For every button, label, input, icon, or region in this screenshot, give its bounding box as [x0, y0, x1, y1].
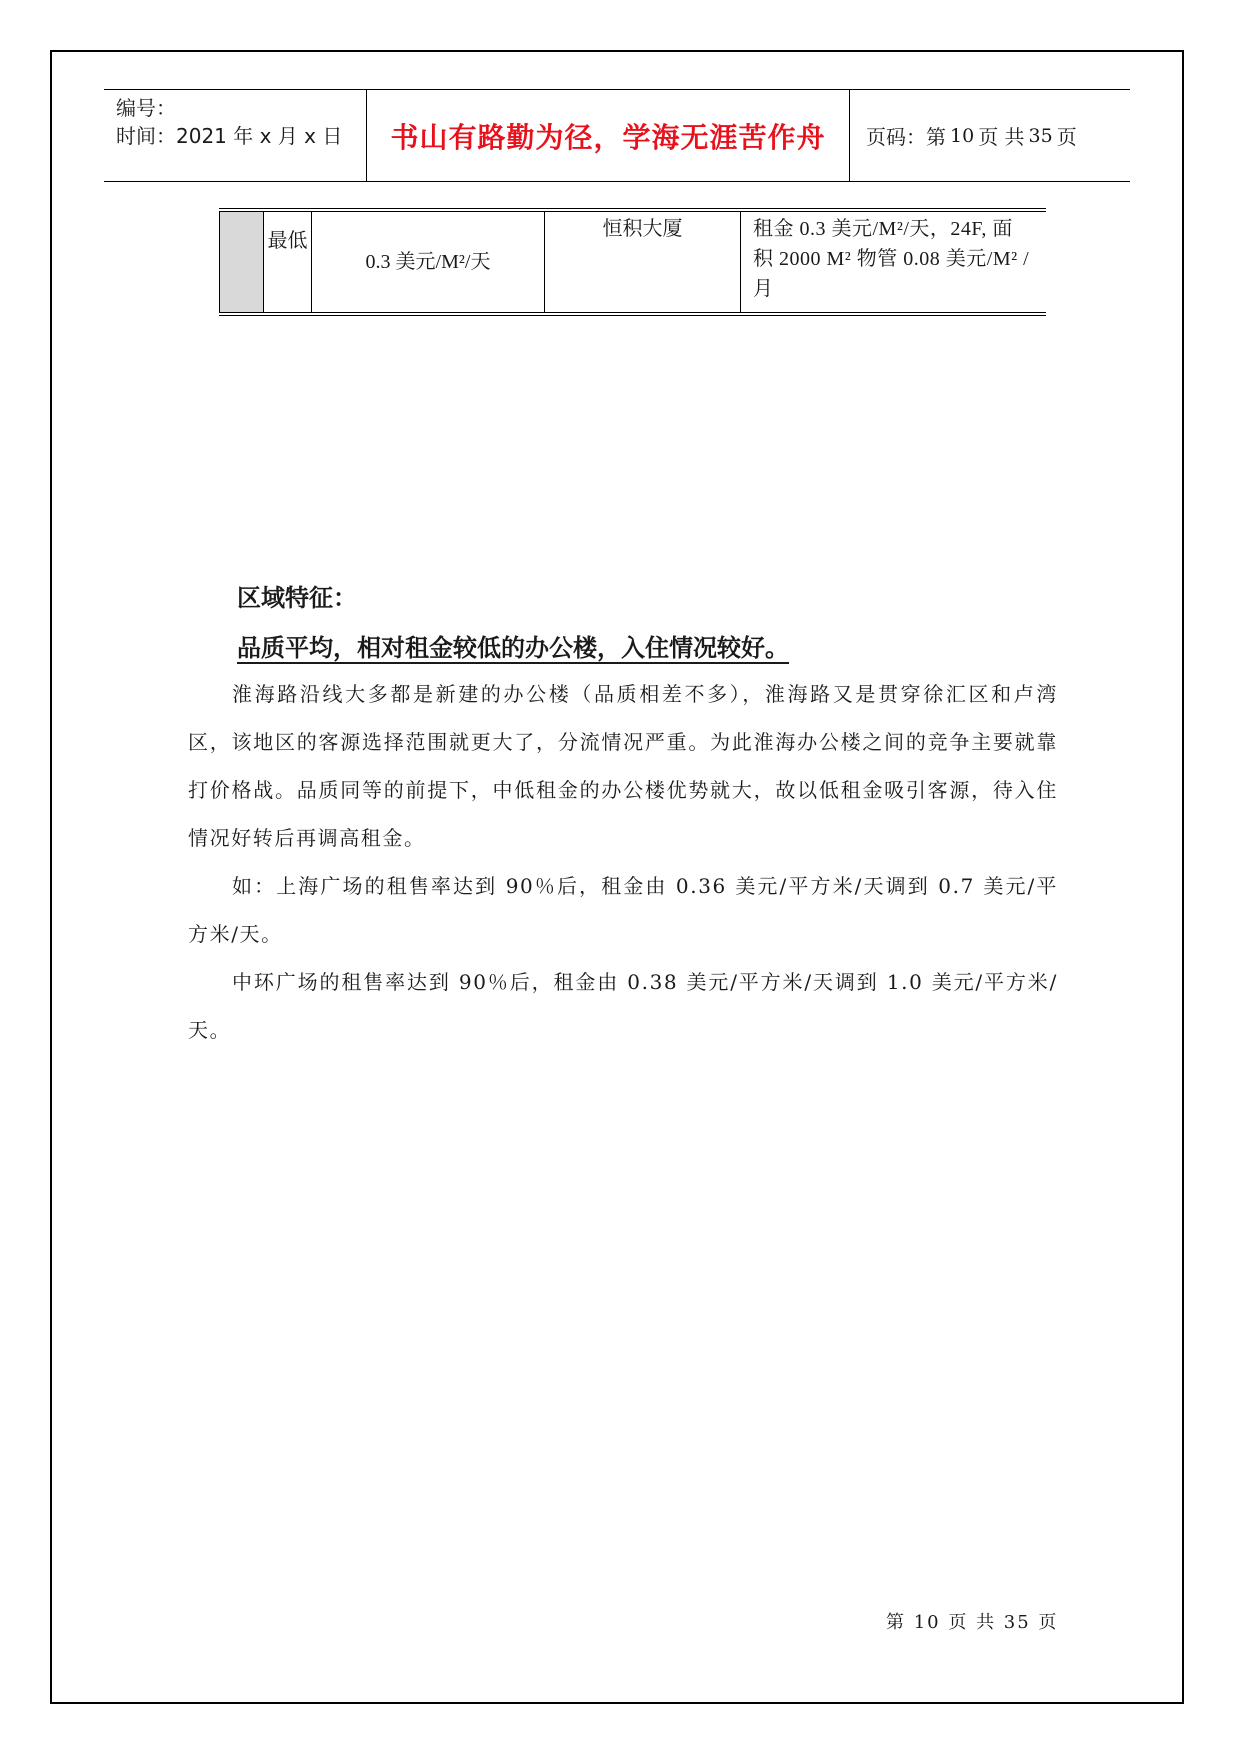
page-current: 10 — [950, 124, 975, 147]
document-number: 编号： — [116, 96, 176, 120]
page-footer: 第 10 页 共 35 页 — [886, 1612, 1059, 1633]
body-paragraph: 中环广场的租售率达到 90％后，租金由 0.38 美元/平方米/天调到 1.0 美元/平方米/天。 — [188, 970, 1058, 1042]
table-row-label: 最低 — [264, 212, 312, 312]
header-meta — [116, 94, 366, 150]
rent-value: 0.3 美元/M²/天 — [365, 251, 491, 273]
note-line: 月 — [753, 278, 774, 300]
body-paragraph: 淮海路沿线大多都是新建的办公楼（品质相差不多），淮海路又是贯穿徐汇区和卢湾区，该地区的客源选择范围就更大了，分流情况严重。为此淮海办公楼之间的竞争主要就靠打价格战。品质同等的前提下，中低租金的办公楼优势就大，故以低租金吸引客源，待入住情况好转后再调高租金。 — [188, 682, 1058, 850]
body-paragraph: 如：上海广场的租售率达到 90％后，租金由 0.36 美元/平方米/天调到 0.7 美元/平方米/天。 — [188, 874, 1058, 946]
page-mid: 页 共 — [978, 125, 1025, 149]
table-shaded-cell — [220, 212, 264, 312]
header-page-number — [850, 90, 1130, 181]
table-rent-cell — [312, 212, 545, 312]
note-line: 积 2000 M² 物管 0.08 美元/M² / — [753, 248, 1030, 270]
rent-table — [219, 208, 1046, 316]
page-suffix: 页 — [1056, 125, 1077, 149]
table-building-cell: 恒积大厦 — [545, 212, 741, 312]
document-date: 时间：2021 年 x 月 x 日 — [116, 124, 343, 148]
page-total: 35 — [1028, 124, 1053, 147]
table-note-cell — [741, 212, 1047, 312]
section-title: 区域特征： — [237, 584, 357, 612]
page-prefix: 页码：第 — [866, 125, 946, 149]
note-line: 租金 0.3 美元/M²/天，24F, 面 — [753, 218, 1013, 240]
header-motto: 书山有路勤为径，学海无涯苦作舟 — [390, 120, 826, 154]
table-row — [220, 212, 1047, 312]
section-subtitle: 品质平均，相对租金较低的办公楼，入住情况较好。 — [237, 634, 789, 662]
page-header — [104, 89, 1130, 182]
